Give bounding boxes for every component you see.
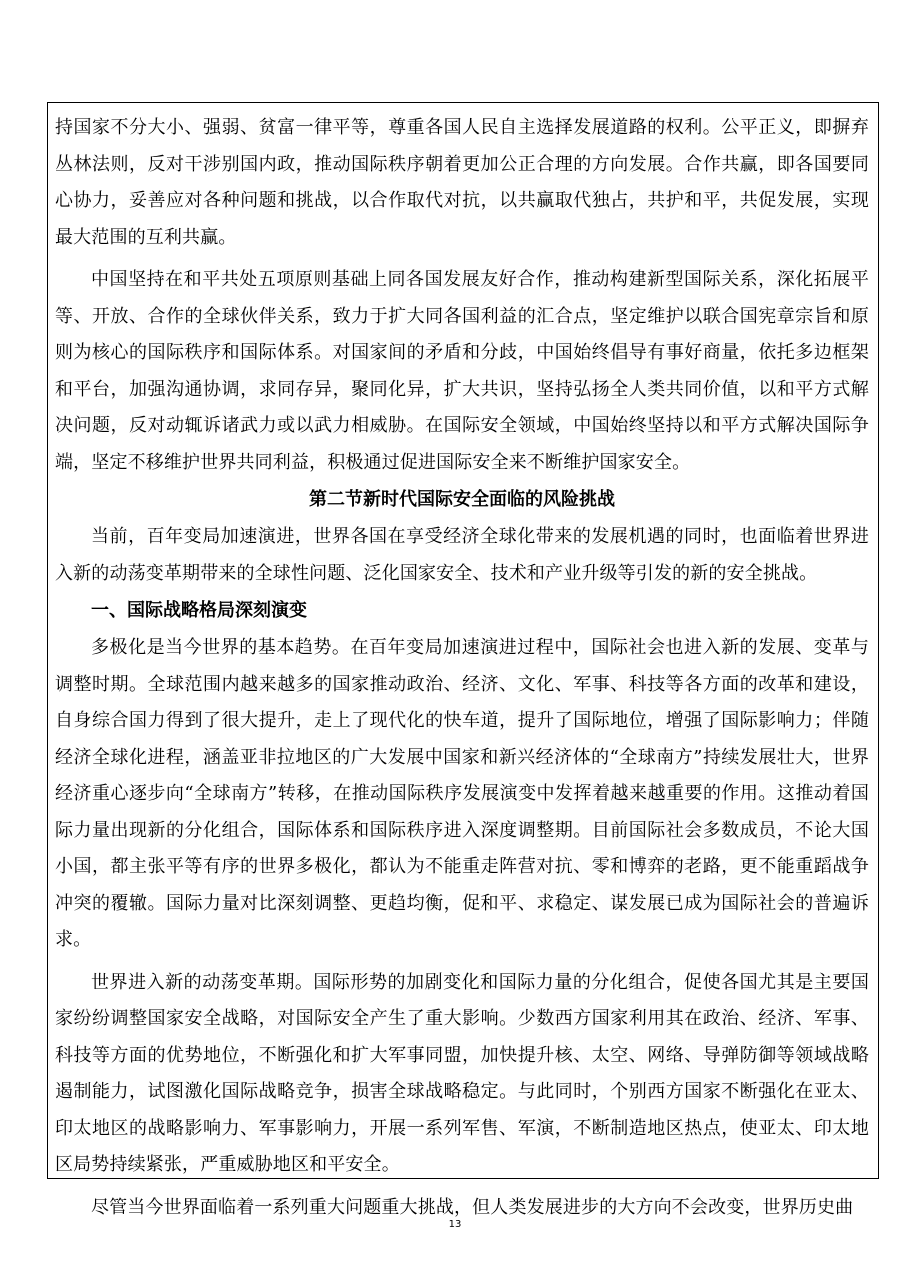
page-number: 13 <box>448 1219 462 1230</box>
page-body <box>55 110 869 1226</box>
subsection-heading: 一、国际战略格局深刻演变 <box>91 600 307 621</box>
paragraph: 多极化是当今世界的基本趋势。在百年变局加速演进过程中，国际社会也进入新的发展、变革与调整时期。全球范围内越来越多的国家推动政治、经济、文化、军事、科技等各方面的改革和建设，自身综合国力得到了很大提升，走上了现代化的快车道，提升了国际地位，增强了国际影响力；伴随经济全球化进程，涵盖亚非拉地区的广大发展中国家和新兴经济体的“全球南方”持续发展壮大，世界经济重心逐步向“全球南方”转移，在推动国际秩序发展演变中发挥着越来越重要的作用。这推动着国际力量出现新的分化组合，国际体系和国际秩序进入深度调整期。目前国际社会多数成员，不论大国小国，都主张平等有序的世界多极化，都认为不能重走阵营对抗、零和博弈的老路，更不能重蹈战争冲突的覆辙。国际力量对比深刻调整、更趋均衡，促和平、求稳定、谋发展已成为国际社会的普遍诉求。 <box>55 637 869 950</box>
paragraph-continued: 持国家不分大小、强弱、贫富一律平等，尊重各国人民自主选择发展道路的权利。公平正义，即摒弃丛林法则，反对干涉别国内政，推动国际秩序朝着更加公正合理的方向发展。合作共赢，即各国要同心协力，妥善应对各种问题和挑战，以合作取代对抗，以共赢取代独占，共护和平，共促发展，实现最大范围的互利共赢。 <box>55 117 869 248</box>
section-title: 第二节新时代国际安全面临的风险挑战 <box>309 489 615 510</box>
paragraph: 当前，百年变局加速演进，世界各国在享受经济全球化带来的发展机遇的同时，也面临着世界进入新的动荡变革期带来的全球性问题、泛化国家安全、技术和产业升级等引发的新的安全挑战。 <box>55 526 869 584</box>
paragraph-continues: 尽管当今世界面临着一系列重大问题重大挑战，但人类发展进步的大方向不会改变，世界历史曲 <box>91 1196 854 1218</box>
paragraph: 世界进入新的动荡变革期。国际形势的加剧变化和国际力量的分化组合，促使各国尤其是主要国家纷纷调整国家安全战略，对国际安全产生了重大影响。少数西方国家利用其在政治、经济、军事、科技等方面的优势地位，不断强化和扩大军事同盟，加快提升核、太空、网络、导弹防御等领域战略遏制能力，试图激化国际战略竞争，损害全球战略稳定。与此同时，个别西方国家不断强化在亚太、印太地区的战略影响力、军事影响力，开展一系列军售、军演，不断制造地区热点，使亚太、印太地区局势持续紧张，严重威胁地区和平安全。 <box>55 971 869 1175</box>
paragraph: 中国坚持在和平共处五项原则基础上同各国发展友好合作，推动构建新型国际关系，深化拓展平等、开放、合作的全球伙伴关系，致力于扩大同各国利益的汇合点，坚定维护以联合国宪章宗旨和原则为核心的国际秩序和国际体系。对国家间的矛盾和分歧，中国始终倡导有事好商量，依托多边框架和平台，加强沟通协调，求同存异，聚同化异，扩大共识，坚持弘扬全人类共同价值，以和平方式解决问题，反对动辄诉诸武力或以武力相威胁。在国际安全领域，中国始终坚持以和平方式解决国际争端，坚定不移维护世界共同利益，积极通过促进国际安全来不断维护国家安全。 <box>55 269 869 473</box>
